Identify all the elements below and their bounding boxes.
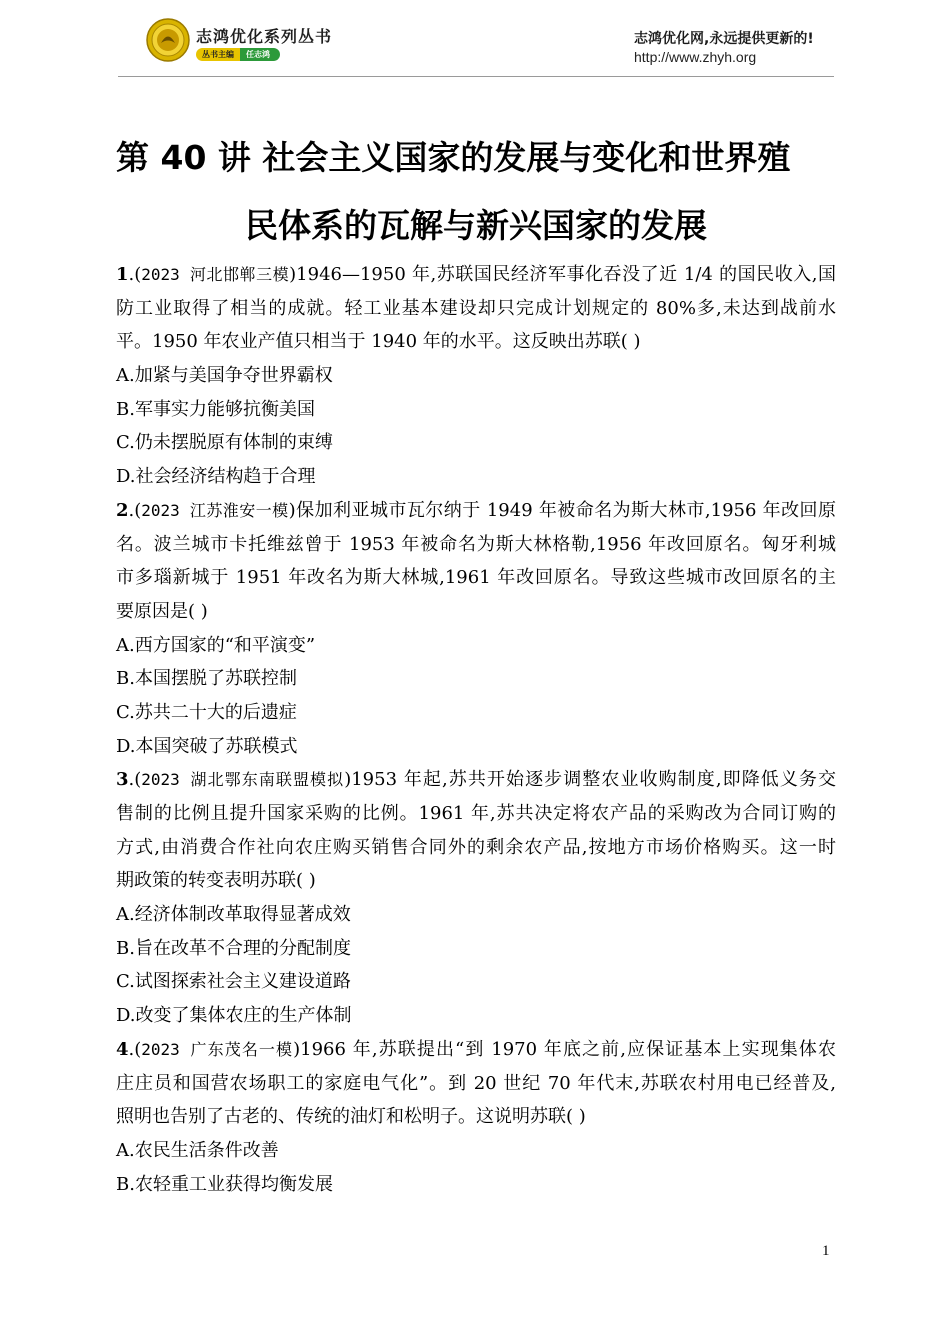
lesson-title-line-1: 第 40 讲 社会主义国家的发展与变化和世界殖 — [116, 138, 791, 177]
question-2-source: 2023 江苏淮安一模 — [141, 500, 289, 520]
question-3-option-a[interactable]: A.经济体制改革取得显著成效 — [116, 904, 351, 926]
series-title: 志鸿优化系列丛书 — [196, 27, 333, 46]
question-list — [116, 258, 836, 1201]
question-2-stem-line: 要原因是( ) — [116, 600, 208, 622]
question-1-option-d[interactable]: D.社会经济结构趋于合理 — [116, 466, 316, 488]
question-4-stem-line: 照明也告别了古老的、传统的油灯和松明子。这说明苏联( ) — [116, 1106, 586, 1128]
question-1-option-b[interactable]: B.军事实力能够抗衡美国 — [116, 398, 315, 420]
question-3-option-c[interactable]: C.试图探索社会主义建设道路 — [116, 971, 351, 993]
editor-name: 任志鸿 — [240, 48, 280, 61]
site-slogan: 志鸿优化网,永远提供更新的! — [634, 31, 814, 47]
question-2-stem-line: 名。波兰城市卡托维兹曾于 1953 年被命名为斯大林格勒,1956 年改回原名。匈牙利城 — [116, 533, 836, 555]
question-1-number: 1 — [116, 264, 129, 285]
series-logo-icon — [146, 18, 190, 62]
question-4-number: 4 — [116, 1038, 129, 1060]
question-2-stem-line: 市多瑙新城于 1951 年改名为斯大林城,1961 年改回原名。导致这些城市改回原名的主 — [116, 567, 836, 589]
editor-label: 丛书主编 — [196, 48, 240, 61]
question-3-stem-line: 方式,由消费合作社向农庄购买销售合同外的剩余农产品,按地方市场价格购买。这一时 — [116, 836, 836, 858]
question-1-stem-line: 防工业取得了相当的成就。轻工业基本建设却只完成计划规定的 80%多,未达到战前水 — [116, 297, 836, 319]
lesson-title-line-2: 民体系的瓦解与新兴国家的发展 — [245, 206, 707, 245]
question-4-stem: 4.(2023 广东茂名一模)1966 年,苏联提出“到 1970 年底之前,应保证基本上实现集体农 — [116, 1038, 836, 1060]
question-3-stem-line: 售制的比例且提升国家采购的比例。1961 年,苏共决定将农产品的采购改为合同订购的 — [116, 803, 836, 824]
site-url-link[interactable]: http://www.zhyh.org — [634, 49, 757, 65]
question-2-stem: 2.(2023 江苏淮安一模)保加利亚城市瓦尔纳于 1949 年被命名为斯大林市,1956 年改回原 — [116, 499, 836, 521]
question-3-stem: 3.(2023 湖北鄂东南联盟模拟)1953 年起,苏共开始逐步调整农业收购制度,即降低义务交 — [116, 769, 836, 791]
question-4-option-b[interactable]: B.农轻重工业获得均衡发展 — [116, 1173, 333, 1195]
header-divider — [118, 76, 834, 77]
question-2-option-c[interactable]: C.苏共二十大的后遗症 — [116, 701, 297, 723]
question-3-option-d[interactable]: D.改变了集体农庄的生产体制 — [116, 1005, 352, 1027]
question-4-stem-line: 庄庄员和国营农场职工的家庭电气化”。到 20 世纪 70 年代末,苏联农村用电已经普及, — [116, 1072, 836, 1094]
question-3-option-b[interactable]: B.旨在改革不合理的分配制度 — [116, 937, 351, 959]
question-4-option-a[interactable]: A.农民生活条件改善 — [116, 1139, 279, 1161]
question-1-option-a[interactable]: A.加紧与美国争夺世界霸权 — [116, 365, 333, 387]
question-3-source: 2023 湖北鄂东南联盟模拟 — [141, 770, 345, 790]
question-2-option-b[interactable]: B.本国摆脱了苏联控制 — [116, 668, 297, 690]
page-number: 1 — [822, 1243, 830, 1259]
question-2-option-d[interactable]: D.本国突破了苏联模式 — [116, 735, 298, 757]
question-2-option-a[interactable]: A.西方国家的“和平演变” — [116, 634, 316, 656]
question-4-source: 2023 广东茂名一模 — [141, 1039, 294, 1059]
question-1-stem: 1.(2023 河北邯郸三模)1946—1950 年,苏联国民经济军事化吞没了近 1/4 的国民收入,国 — [116, 264, 836, 285]
question-1-option-c[interactable]: C.仍未摆脱原有体制的束缚 — [116, 432, 333, 454]
question-3-stem-line: 期政策的转变表明苏联( ) — [116, 870, 316, 892]
question-3-number: 3 — [116, 769, 129, 791]
question-1-source: 2023 河北邯郸三模 — [141, 265, 290, 284]
question-1-stem-line: 平。1950 年农业产值只相当于 1940 年的水平。这反映出苏联( ) — [116, 331, 641, 353]
editor-tag — [196, 47, 280, 61]
question-2-number: 2 — [116, 499, 129, 521]
page-header — [0, 0, 950, 80]
